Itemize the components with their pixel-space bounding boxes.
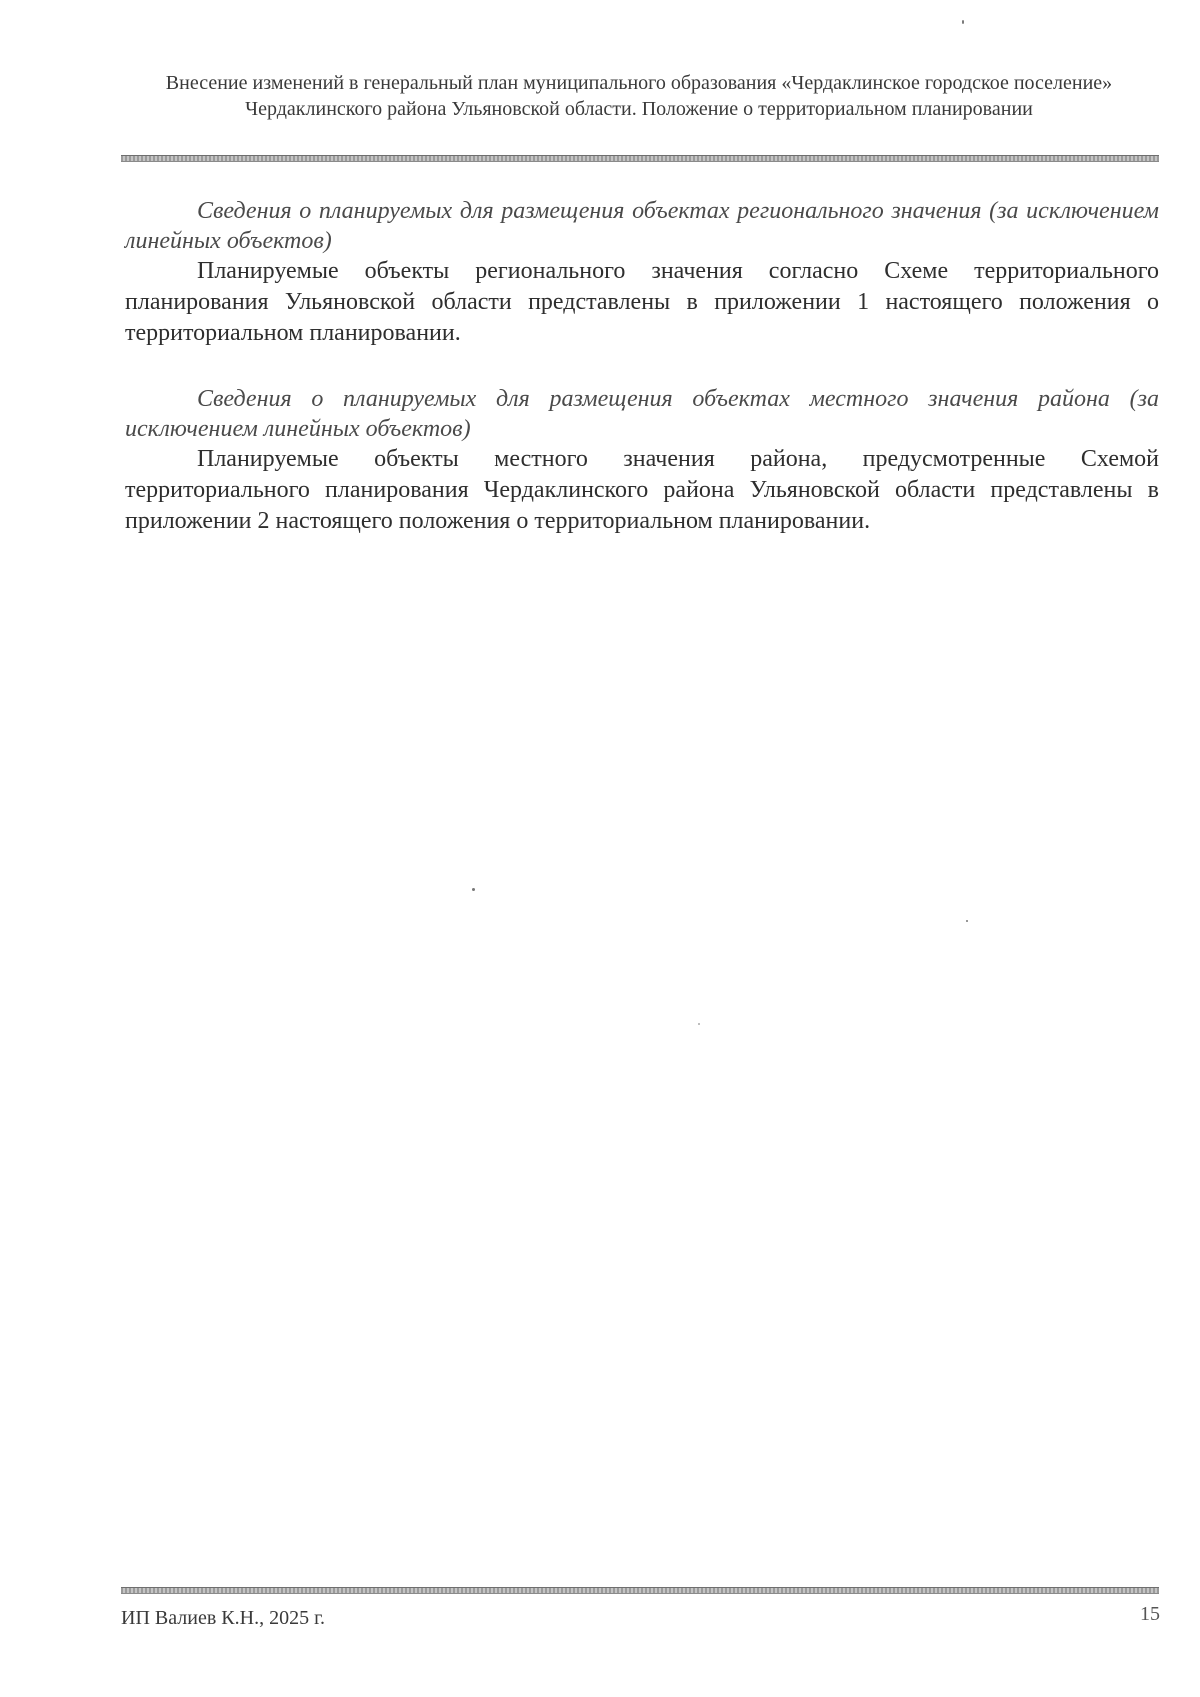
footer-divider [121,1587,1159,1594]
section-heading: Сведения о планируемых для размещения объектах регионального значения (за исключением линейных объектов) [125,198,1159,254]
footer-author: ИП Валиев К.Н., 2025 г. [121,1607,326,1629]
scan-speck [962,20,964,24]
section-regional-objects [125,196,1159,349]
section-body: Планируемые объекты местного значения района, предусмотренные Схемой территориального планирования Чердаклинского района Ульяновской области представлены в приложении 2 настоящего положения о территориальном планировании. [125,446,1159,534]
page-header-title: Внесение изменений в генеральный план муниципального образования «Чердаклинское городское поселение» Чердаклинского района Ульяновской области. Положение о территориальном планировании [165,72,1113,120]
scan-speck [472,888,475,891]
section-heading: Сведения о планируемых для размещения объектах местного значения района (за исключением линейных объектов) [125,386,1159,442]
section-local-objects [125,384,1159,537]
page-number: 15 [1140,1603,1160,1625]
scan-speck [698,1023,700,1025]
section-body: Планируемые объекты регионального значения согласно Схеме территориального планирования Ульяновской области представлены в приложении 1 настоящего положения о территориальном планировании. [125,258,1159,346]
header-divider [121,155,1159,162]
scan-speck [966,920,968,922]
